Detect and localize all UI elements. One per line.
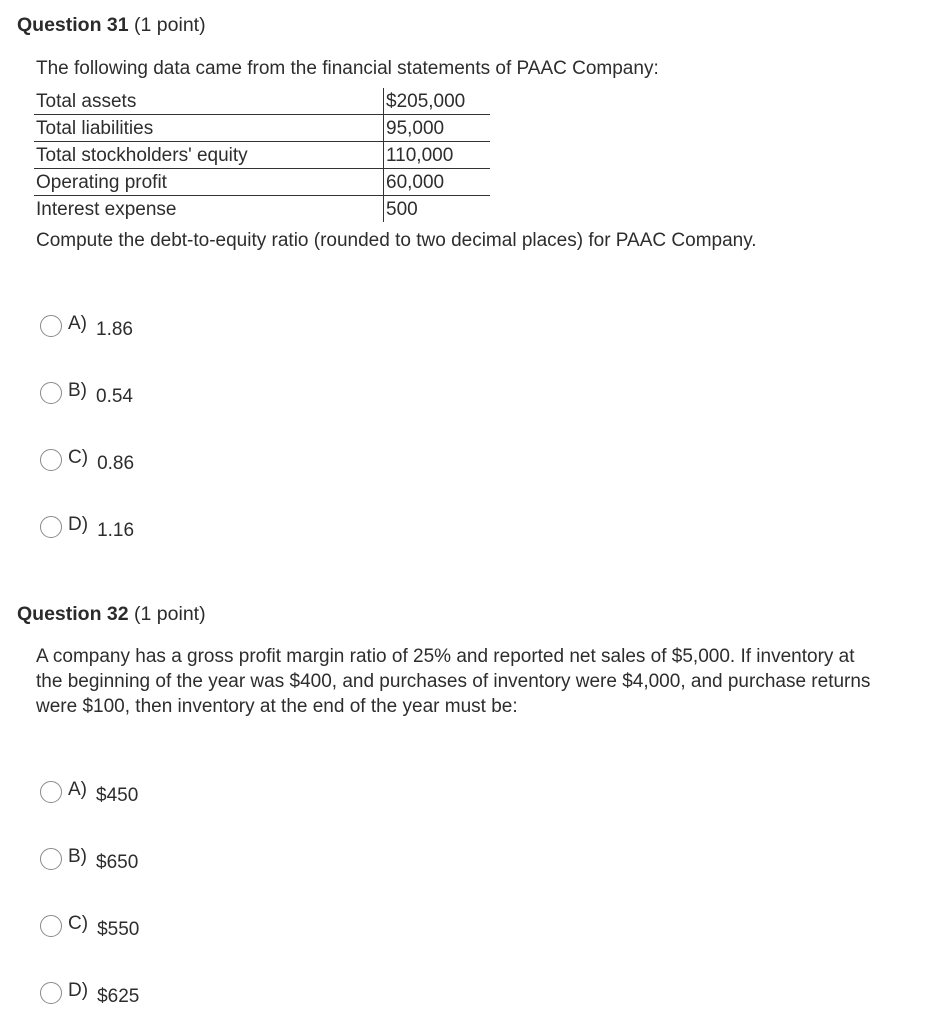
question-32-prompt: A company has a gross profit margin ratio of 25% and reported net sales of $5,000. If inventory at the beginning of the year was $400, and purchases of inventory were $4,000, and purchase returns were $100, then inventory at the end of the year must be: — [36, 646, 871, 717]
question-32-heading — [17, 602, 206, 626]
radio-button[interactable] — [40, 382, 62, 404]
q31-option-c[interactable] — [40, 447, 134, 473]
row-value: 110,000 — [384, 142, 491, 169]
row-label: Interest expense — [36, 199, 177, 220]
q32-option-d[interactable] — [40, 980, 139, 1006]
row-label: Operating profit — [34, 169, 384, 196]
question-31-title: Question 31 — [17, 14, 129, 36]
radio-button[interactable] — [40, 915, 62, 937]
row-value: 500 — [384, 196, 491, 223]
option-letter: A) — [68, 779, 87, 800]
option-value: $650 — [96, 852, 139, 873]
option-letter: D) — [68, 514, 89, 535]
q32-option-a[interactable] — [40, 779, 138, 805]
q31-option-d[interactable] — [40, 514, 134, 540]
row-label: Total liabilities — [34, 115, 384, 142]
row-value: 95,000 — [384, 115, 491, 142]
option-letter: C) — [68, 913, 89, 934]
radio-button[interactable] — [40, 449, 62, 471]
option-letter: D) — [68, 980, 89, 1001]
radio-button[interactable] — [40, 781, 62, 803]
row-value: 60,000 — [384, 169, 491, 196]
question-31-intro: The following data came from the financial statements of PAAC Company: — [36, 58, 659, 79]
option-letter: C) — [68, 447, 89, 468]
row-label: Total assets — [34, 88, 384, 115]
q31-option-b[interactable] — [40, 380, 133, 406]
option-value: 0.86 — [97, 453, 135, 474]
financial-data-table — [34, 88, 490, 222]
option-letter: B) — [68, 380, 87, 401]
row-label: Total stockholders' equity — [34, 142, 384, 169]
table-row — [34, 196, 490, 223]
question-31-heading — [17, 13, 206, 37]
table-row — [34, 88, 490, 115]
table-row — [34, 169, 490, 196]
radio-button[interactable] — [40, 848, 62, 870]
question-32-points: (1 point) — [134, 603, 206, 625]
q31-option-a[interactable] — [40, 313, 133, 339]
option-value: 1.16 — [97, 520, 135, 541]
option-value: 1.86 — [96, 319, 133, 340]
radio-button[interactable] — [40, 982, 62, 1004]
row-value: $205,000 — [384, 88, 491, 115]
option-value: $550 — [97, 919, 140, 940]
table-row — [34, 142, 490, 169]
radio-button[interactable] — [40, 516, 62, 538]
question-31-points: (1 point) — [134, 14, 206, 36]
option-value: $625 — [97, 986, 140, 1007]
option-value: $450 — [96, 785, 139, 806]
q32-option-c[interactable] — [40, 913, 139, 939]
table-row — [34, 115, 490, 142]
question-32-title: Question 32 — [17, 603, 129, 625]
q32-option-b[interactable] — [40, 846, 138, 872]
option-letter: A) — [68, 313, 87, 334]
option-letter: B) — [68, 846, 87, 867]
question-31-prompt: Compute the debt-to-equity ratio (rounded to two decimal places) for PAAC Company. — [36, 230, 757, 251]
radio-button[interactable] — [40, 315, 62, 337]
option-value: 0.54 — [96, 386, 133, 407]
